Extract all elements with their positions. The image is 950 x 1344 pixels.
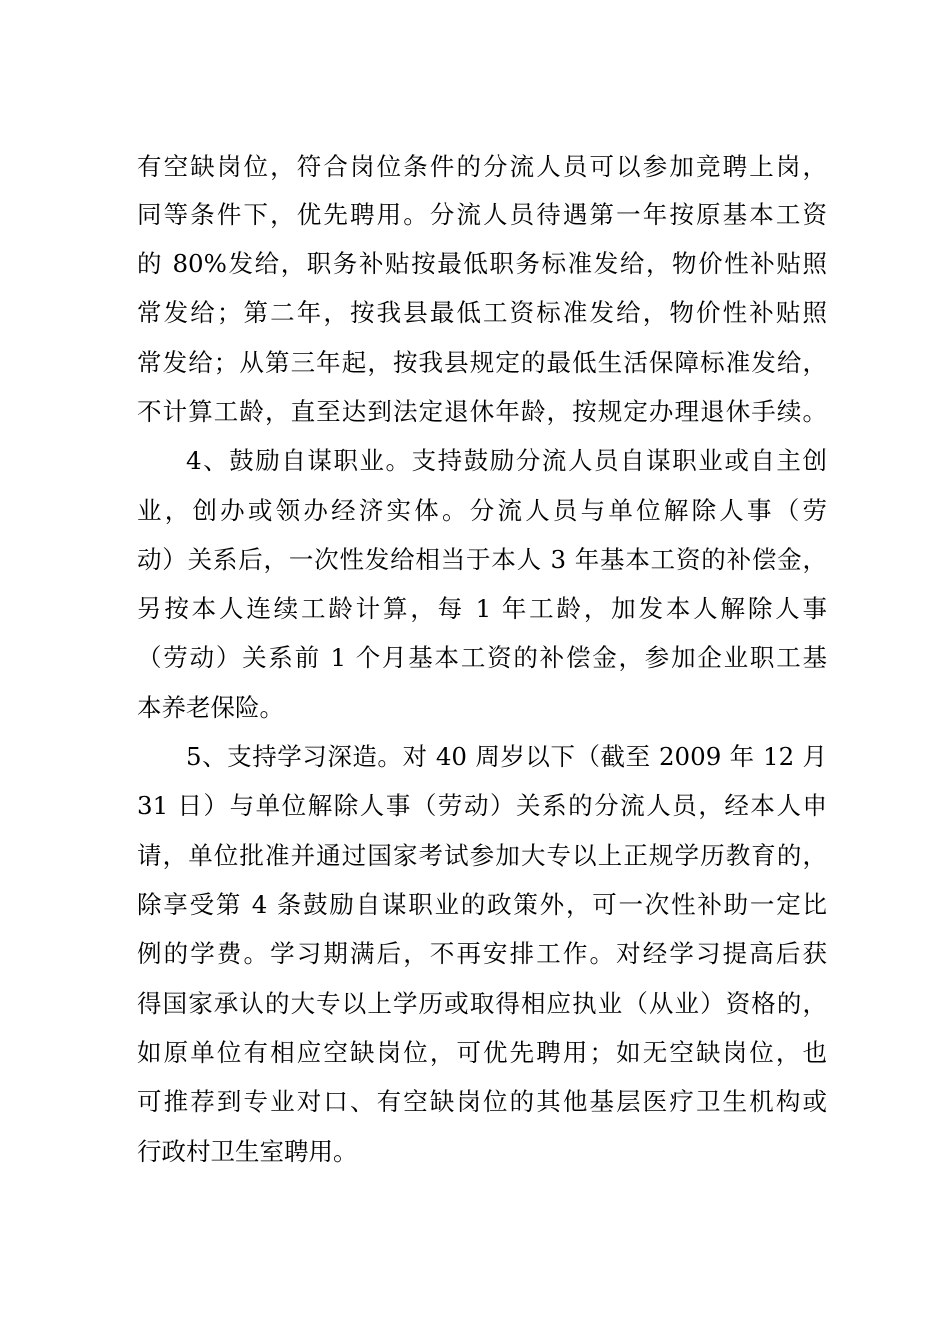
- text-line: 业，创办或领办经济实体。分流人员与单位解除人事（劳: [137, 496, 827, 525]
- text-line: 同等条件下，优先聘用。分流人员待遇第一年按原基本工资: [137, 200, 827, 229]
- text-line: 另按本人连续工龄计算，每 1 年工龄，加发本人解除人事: [137, 594, 827, 623]
- text-line: 常发给；从第三年起，按我县规定的最低生活保障标准发给，: [137, 348, 827, 377]
- text-line: 请，单位批准并通过国家考试参加大专以上正规学历教育的，: [137, 841, 827, 870]
- text-line: 可推荐到专业对口、有空缺岗位的其他基层医疗卫生机构或: [137, 1087, 827, 1116]
- text-line: 5、支持学习深造。对 40 周岁以下（截至 2009 年 12 月: [186, 742, 827, 771]
- text-line: 4、鼓励自谋职业。支持鼓励分流人员自谋职业或自主创: [186, 446, 827, 475]
- text-line: 有空缺岗位，符合岗位条件的分流人员可以参加竞聘上岗，: [137, 152, 827, 181]
- text-line: 不计算工龄，直至达到法定退休年龄，按规定办理退休手续。: [137, 397, 827, 426]
- text-line: 得国家承认的大专以上学历或取得相应执业（从业）资格的，: [137, 989, 827, 1018]
- text-line: 例的学费。学习期满后，不再安排工作。对经学习提高后获: [137, 939, 827, 968]
- text-line: 的 80%发给，职务补贴按最低职务标准发给，物价性补贴照: [137, 249, 827, 278]
- text-line: 除享受第 4 条鼓励自谋职业的政策外，可一次性补助一定比: [137, 890, 827, 919]
- text-line: 常发给；第二年，按我县最低工资标准发给，物价性补贴照: [137, 298, 827, 327]
- text-line: 本养老保险。: [137, 693, 284, 722]
- text-line: 31 日）与单位解除人事（劳动）关系的分流人员，经本人申: [137, 791, 827, 820]
- text-line: 行政村卫生室聘用。: [137, 1137, 358, 1166]
- text-line: （劳动）关系前 1 个月基本工资的补偿金，参加企业职工基: [137, 643, 827, 672]
- text-line: 如原单位有相应空缺岗位，可优先聘用；如无空缺岗位，也: [137, 1038, 827, 1067]
- text-line: 动）关系后，一次性发给相当于本人 3 年基本工资的补偿金，: [137, 545, 827, 574]
